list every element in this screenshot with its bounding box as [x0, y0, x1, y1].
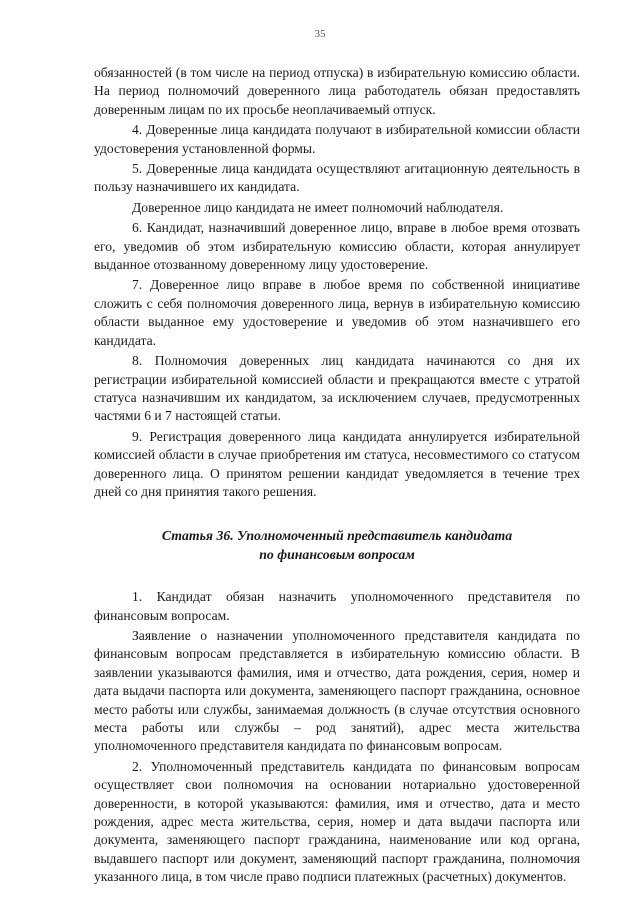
paragraph-item-9: 9. Регистрация доверенного лица кандидата аннулируется избирательной комиссией области в случае приобретения им статуса, несовместимого со статусом доверенного лица. О принятом решении кандидат уведомляется в течение трех дней со дня принятия такого решения. — [94, 428, 580, 499]
article-paragraph-2: 2. Уполномоченный представитель кандидата по финансовым вопросам осуществляет свои полномочия на основании нотариально удостоверенной доверенности, в которой указываются: фамилия, имя и отчество, дата и место рождения, адрес места жительства, серия, номер и дата выдачи паспорта или документа, заменяющего паспорт гражданина, наименование или код органа, выдавшего паспорт или документ, заменяющий паспорт гражданина, полномочия указанного лица, в том числе право подписи платежных (расчетных) документов. — [94, 758, 580, 885]
paragraph-item-5-note: Доверенное лицо кандидата не имеет полномочий наблюдателя. — [132, 199, 504, 215]
paragraph-item-8: 8. Полномочия доверенных лиц кандидата начинаются со дня их регистрации избирательной комиссией области и прекращаются вместе с утратой статуса назначившим их кандидатом, за исключением случаев, предусмотренных частями 6 и 7 настоящей статьи. — [94, 353, 580, 424]
document-body — [94, 64, 580, 889]
article-title-line2: по финансовым вопросам — [259, 546, 415, 562]
article-title-line1: Статья 36. Уполномоченный представитель кандидата — [161, 528, 513, 544]
paragraph-item-5: 5. Доверенные лица кандидата осуществляют агитационную деятельность в пользу назначившего их кандидата. — [94, 161, 580, 195]
page-number: 35 — [314, 28, 326, 40]
paragraph-item-4: 4. Доверенные лица кандидата получают в избирательной комиссии области удостоверения установленной формы. — [94, 122, 580, 156]
article-heading — [94, 527, 580, 564]
paragraph-item-7: 7. Доверенное лицо вправе в любое время по собственной инициативе сложить с себя полномочия доверенного лица, вернув в избирательную комиссию области выданное ему удостоверение и уведомив об этом назначившего его кандидата. — [94, 277, 580, 348]
paragraph-item-6: 6. Кандидат, назначивший доверенное лицо, вправе в любое время отозвать его, уведомив об этом избирательную комиссию области, которая аннулирует выданное отозванному доверенному лицу удостоверение. — [94, 220, 580, 273]
article-paragraph-1: 1. Кандидат обязан назначить уполномоченного представителя по финансовым вопросам. — [94, 589, 580, 623]
paragraph-continuation: обязанностей (в том числе на период отпуска) в избирательную комиссию области. На период полномочий доверенного лица работодатель обязан предоставлять доверенным лицам по их просьбе неоплачиваемый отпуск. — [94, 65, 580, 117]
article-paragraph-application: Заявление о назначении уполномоченного представителя кандидата по финансовым вопросам представляется в избирательную комиссию области. В заявлении указываются фамилия, имя и отчество, дата рождения, серия, номер и дата выдачи паспорта или документа, заменяющего паспорт гражданина, основное место работы или службы, занимаемая должность (в случае отсутствия основного места работы или службы – род занятий), адрес места жительства уполномоченного представителя кандидата по финансовым вопросам. — [94, 627, 580, 754]
